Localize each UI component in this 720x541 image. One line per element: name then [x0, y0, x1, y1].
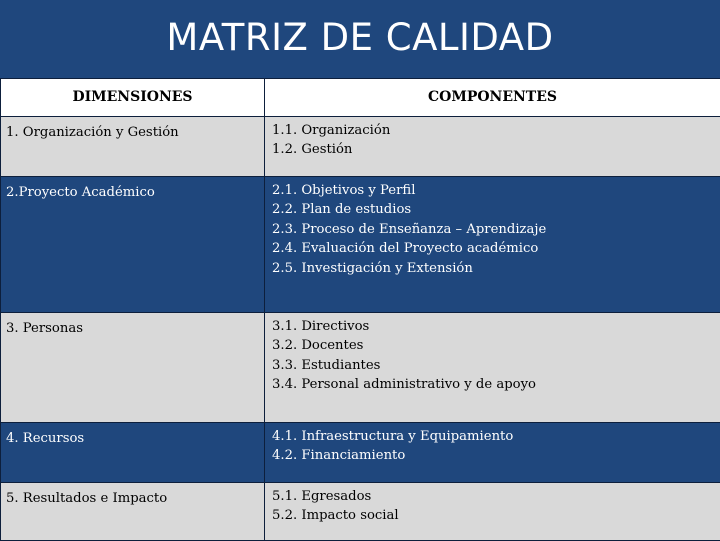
component-item: 4.2. Financiamiento [272, 446, 714, 465]
components-cell [265, 313, 720, 423]
component-item: 2.4. Evaluación del Proyecto académico [272, 239, 714, 258]
components-cell [265, 177, 720, 313]
component-item: 3.2. Docentes [272, 336, 714, 355]
quality-matrix-table [0, 78, 720, 541]
dimension-cell: 3. Personas [1, 313, 265, 423]
table-row [1, 483, 720, 541]
component-item: 2.3. Proceso de Enseñanza – Aprendizaje [272, 220, 714, 239]
component-item: 3.3. Estudiantes [272, 356, 714, 375]
table-row [1, 117, 720, 177]
component-item: 3.4. Personal administrativo y de apoyo [272, 375, 714, 394]
component-item: 1.2. Gestión [272, 140, 714, 159]
dimension-cell: 5. Resultados e Impacto [1, 483, 265, 541]
component-item: 2.1. Objetivos y Perfil [272, 181, 714, 200]
table-row [1, 423, 720, 483]
page-title: MATRIZ DE CALIDAD [0, 0, 720, 78]
dimension-cell: 2.Proyecto Académico [1, 177, 265, 313]
components-cell [265, 117, 720, 177]
component-item: 4.1. Infraestructura y Equipamiento [272, 427, 714, 446]
component-item: 2.5. Investigación y Extensión [272, 259, 714, 278]
dimension-cell: 1. Organización y Gestión [1, 117, 265, 177]
dimensions-column-header: DIMENSIONES [1, 79, 265, 117]
components-cell [265, 483, 720, 541]
component-item: 5.1. Egresados [272, 487, 714, 506]
component-item: 3.1. Directivos [272, 317, 714, 336]
component-item: 5.2. Impacto social [272, 506, 714, 525]
table-header-row [1, 79, 720, 117]
components-column-header: COMPONENTES [265, 79, 720, 117]
component-item: 1.1. Organización [272, 121, 714, 140]
table-row [1, 313, 720, 423]
component-item: 2.2. Plan de estudios [272, 200, 714, 219]
table-row [1, 177, 720, 313]
components-cell [265, 423, 720, 483]
dimension-cell: 4. Recursos [1, 423, 265, 483]
